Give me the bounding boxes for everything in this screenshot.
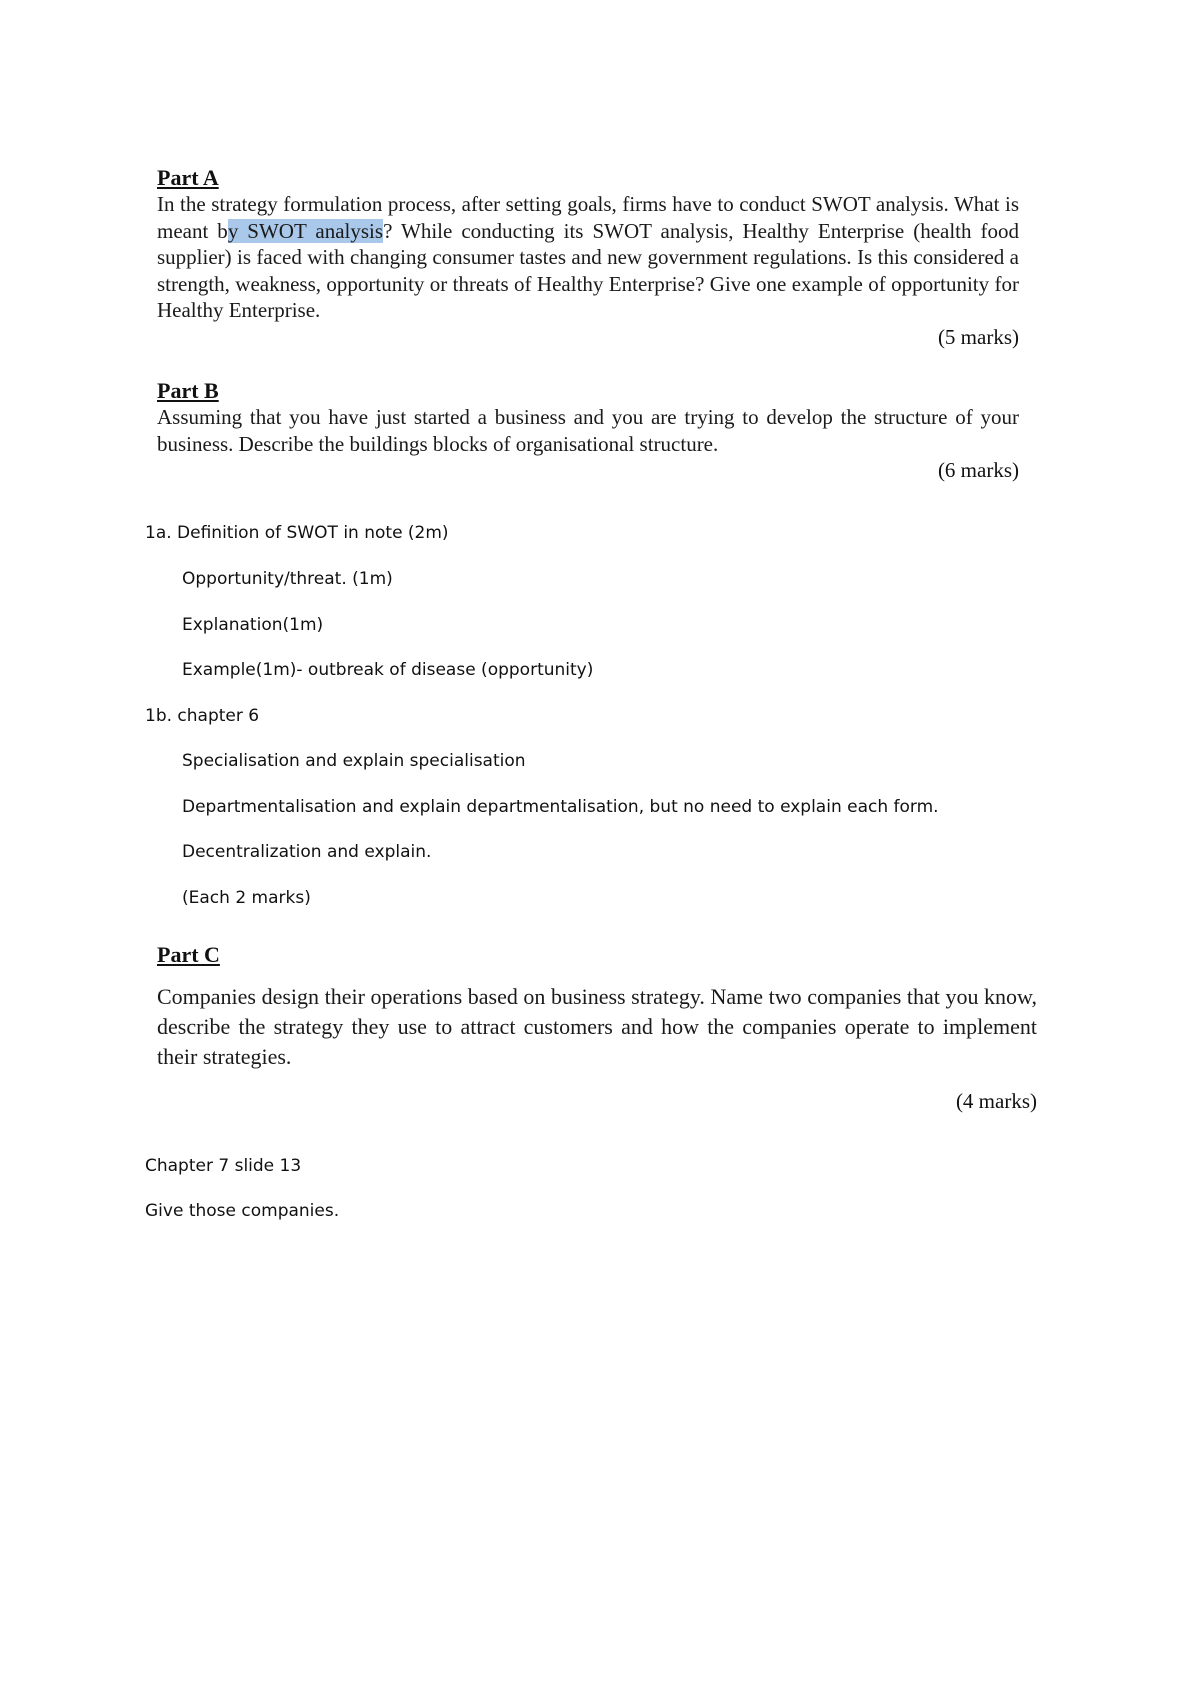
note-opportunity-threat: Opportunity/threat. (1m) [182, 569, 393, 589]
part-a-heading: Part A [157, 165, 219, 190]
part-c-heading: Part C [157, 942, 220, 967]
note-give-companies: Give those companies. [145, 1201, 340, 1221]
part-b-question: Assuming that you have just started a business and you are trying to develop the structure of your business. Describe the buildings blocks of organisational structure. [157, 405, 1019, 456]
note-each-marks: (Each 2 marks) [182, 888, 311, 908]
part-a-text-1: In the strategy formulation process, after setting goals, firms have to conduct SWOT analysis. What is meant b [157, 192, 1019, 243]
note-1a: 1a. Definition of SWOT in note (2m) [145, 523, 449, 543]
note-chapter-7: Chapter 7 slide 13 [145, 1156, 302, 1176]
part-b-heading: Part B [157, 378, 219, 403]
note-example: Example(1m)- outbreak of disease (opportunity) [182, 660, 594, 680]
part-a-question [157, 191, 1019, 324]
note-decentralization: Decentralization and explain. [182, 842, 432, 862]
part-c-marks: (4 marks) [955, 1089, 1037, 1113]
part-b-marks: (6 marks) [937, 458, 1019, 482]
part-a-marks: (5 marks) [937, 324, 1019, 349]
note-specialisation: Specialisation and explain specialisation [182, 751, 526, 771]
part-b-section [157, 378, 1019, 483]
note-1b: 1b. chapter 6 [145, 706, 260, 726]
part-a-section [157, 165, 1019, 350]
part-a-text-2: ? While conducting its SWOT analysis, Healthy Enterprise (health food supplier) is faced with changing consumer tastes and new government regulations. Is this considered a strength, weakness, opportunity or threats of Healthy Enterprise? Give one example of opportunity for Healthy Enterprise. [157, 218, 1020, 322]
note-explanation: Explanation(1m) [182, 615, 324, 635]
note-departmentalisation: Departmentalisation and explain departmentalisation, but no need to explain each form. [182, 797, 939, 817]
selected-text-highlight[interactable]: y SWOT analysis [227, 218, 384, 243]
part-c-question: Companies design their operations based on business strategy. Name two companies that you know, describe the strategy they use to attract customers and how the companies operate to implement their strategies. [157, 984, 1037, 1069]
part-c-section [157, 942, 1037, 1114]
